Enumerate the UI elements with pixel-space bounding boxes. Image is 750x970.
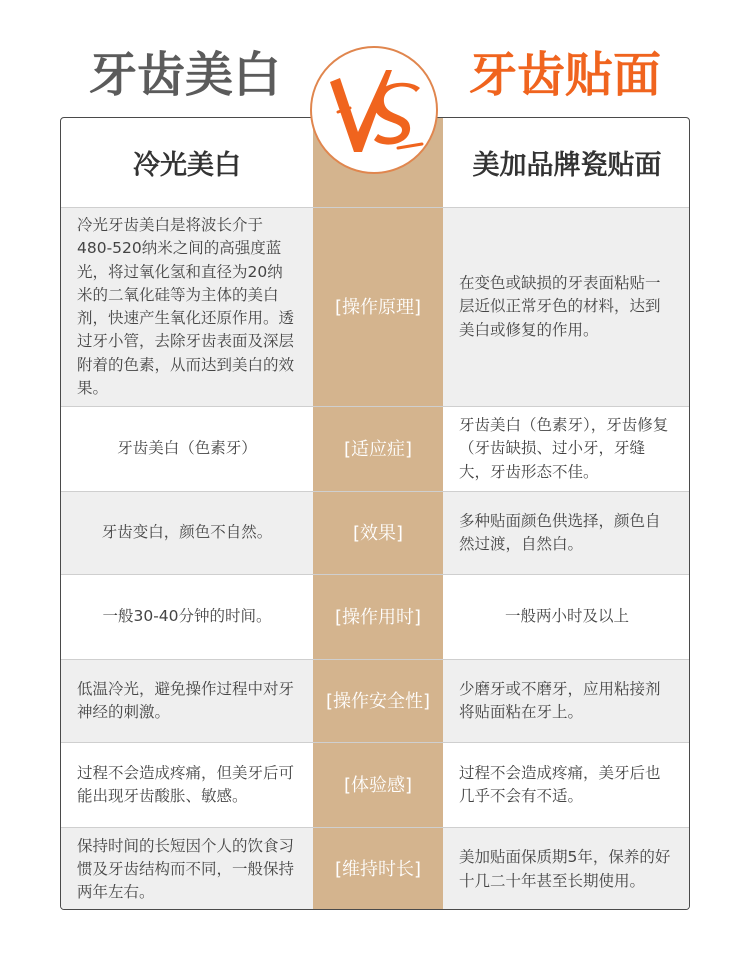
row-label: [效果]	[352, 522, 404, 544]
cell-text: 少磨牙或不磨牙，应用粘接剂将贴面粘在牙上。	[459, 679, 661, 721]
vs-badge	[310, 46, 438, 174]
cell-text: 一般30-40分钟的时间。	[102, 607, 272, 626]
cell-right	[443, 407, 690, 491]
row-label: [适应症]	[343, 438, 413, 460]
cell-text: 牙齿美白（色素牙）	[117, 439, 257, 458]
row-label: [体验感]	[343, 774, 413, 796]
table-row	[61, 492, 689, 574]
row-label: [操作用时]	[334, 606, 422, 628]
row-label: [操作安全性]	[325, 690, 431, 712]
cell-text: 牙齿美白（色素牙），牙齿修复（牙齿缺损、过小牙，牙缝大，牙齿形态不佳。	[459, 416, 669, 481]
cell-left	[61, 575, 313, 659]
table-row	[61, 575, 689, 659]
vs-brush-mark	[312, 48, 436, 172]
cell-text: 美加贴面保质期5年，保养的好十几二十年甚至长期使用。	[459, 848, 671, 890]
row-label: [操作原理]	[334, 296, 422, 318]
cell-left	[61, 743, 313, 827]
cell-left	[61, 208, 313, 406]
cell-text: 牙齿变白，颜色不自然。	[101, 523, 273, 542]
table-row	[61, 828, 689, 910]
cell-left	[61, 407, 313, 491]
cell-left	[61, 660, 313, 742]
row-label: [维持时长]	[334, 859, 422, 880]
cell-left	[61, 492, 313, 574]
cell-right	[443, 828, 690, 910]
table-row	[61, 407, 689, 491]
cell-text: 保持时间的长短因个人的饮食习惯及牙齿结构而不同，一般保持两年左右。	[77, 836, 295, 902]
cell-right	[443, 660, 690, 742]
comparison-table	[60, 117, 690, 910]
cell-left	[61, 828, 313, 910]
cell-text: 在变色或缺损的牙表面粘贴一层近似正常牙色的材料，达到美白或修复的作用。	[459, 274, 661, 339]
cell-text: 低温冷光，避免操作过程中对牙神经的刺激。	[77, 679, 295, 721]
cell-right	[443, 208, 690, 406]
cell-text: 过程不会造成疼痛，但美牙后可能出现牙齿酸胀、敏感。	[77, 763, 295, 805]
cell-right	[443, 492, 690, 574]
column-header-veneer-brand: 美加品牌瓷贴面	[472, 150, 662, 181]
table-row	[61, 208, 689, 406]
cell-text: 一般两小时及以上	[504, 607, 629, 626]
cell-text: 过程不会造成疼痛，美牙后也几乎不会有不适。	[459, 763, 661, 805]
title-veneers: 牙齿贴面	[468, 47, 661, 103]
cell-text: 多种贴面颜色供选择，颜色自然过渡，自然白。	[459, 511, 661, 553]
table-row	[61, 660, 689, 742]
cell-text: 冷光牙齿美白是将波长介于480-520纳米之间的高强度蓝光，将过氧化氢和直径为20纳米的二氧化硅等为主体的美白剂，快速产生氧化还原作用。透过牙小管，去除牙齿表面及深层附着的色素，从而达到美白的效果。	[77, 216, 295, 397]
cell-right	[443, 743, 690, 827]
table-row	[61, 743, 689, 827]
title-teeth-whitening: 牙齿美白	[88, 47, 281, 103]
column-header-cold-light: 冷光美白	[133, 150, 241, 181]
cell-right	[443, 575, 690, 659]
